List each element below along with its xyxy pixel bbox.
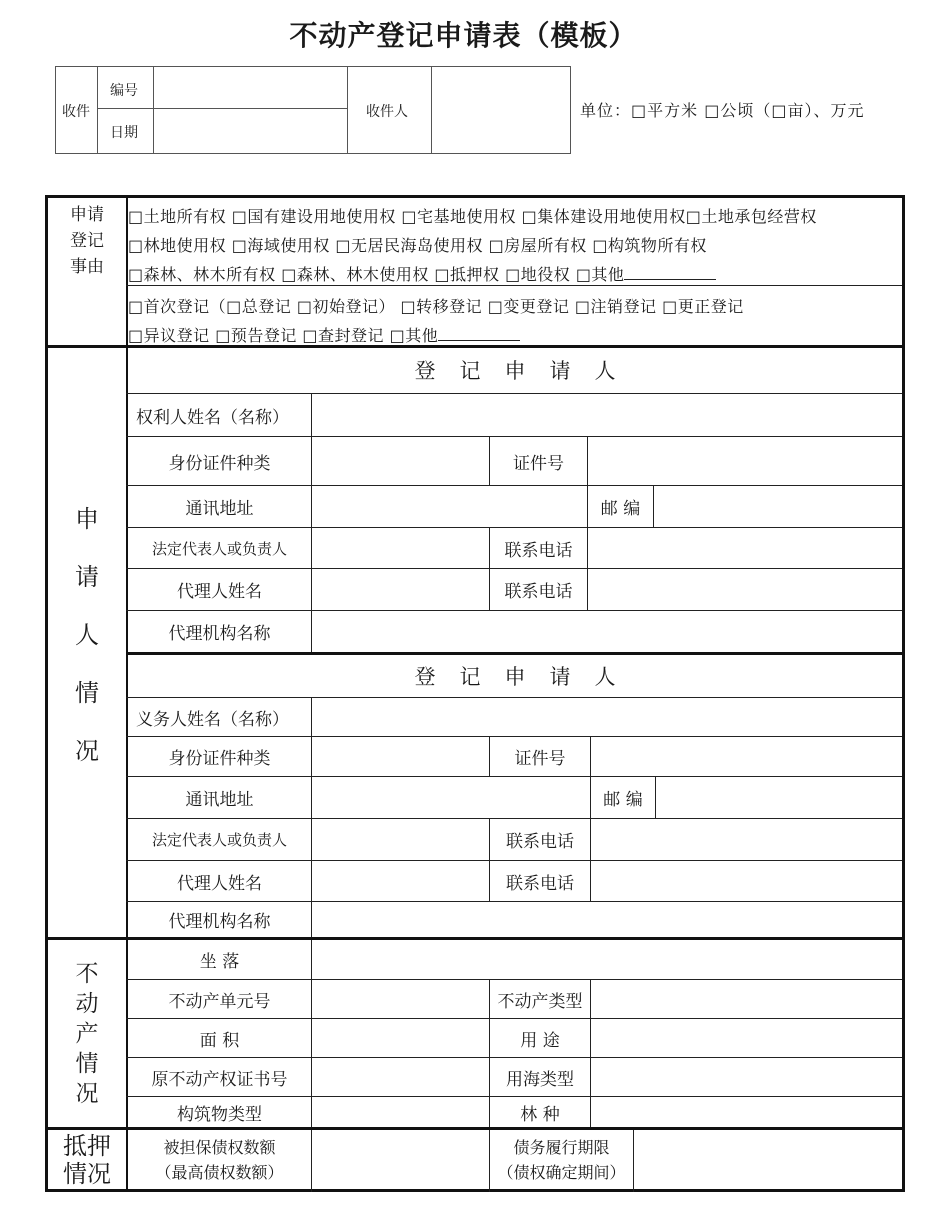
id-no-field-2[interactable] bbox=[591, 737, 902, 776]
id-no-label-1: 证件号 bbox=[513, 453, 564, 474]
rights-option-line-3[interactable]: □森林、林木所有权 □森林、林木使用权 □抵押权 □地役权 □其他 bbox=[128, 262, 716, 285]
agent-phone-field-1[interactable] bbox=[588, 569, 902, 610]
use-label: 用 途 bbox=[520, 1030, 560, 1051]
id-type-field-1[interactable] bbox=[312, 437, 489, 485]
orig-cert-field[interactable] bbox=[312, 1058, 489, 1096]
id-type-field-2[interactable] bbox=[312, 737, 489, 776]
obligee-name-field[interactable] bbox=[312, 394, 902, 436]
phone-field-2[interactable] bbox=[591, 819, 902, 860]
debt-term-label: 债务履行期限 （债权确定期间） bbox=[497, 1137, 626, 1182]
agency-field-1[interactable] bbox=[312, 611, 902, 652]
rights-option-line-2[interactable]: □林地使用权 □海域使用权 □无居民海岛使用权 □房屋所有权 □构筑物所有权 bbox=[128, 236, 707, 255]
obligor-name-label: 义务人姓名（名称） bbox=[136, 709, 289, 730]
secured-amount-label: 被担保债权数额 （最高债权数额） bbox=[155, 1137, 284, 1182]
receiver-label: 收件人 bbox=[366, 104, 408, 120]
agent-name-label-2: 代理人姓名 bbox=[177, 873, 262, 894]
type-option-line-2[interactable]: □异议登记 □预告登记 □查封登记 □其他 bbox=[128, 323, 520, 346]
forest-type-field[interactable] bbox=[591, 1097, 902, 1127]
legal-rep-label-2: 法定代表人或负责人 bbox=[151, 831, 287, 849]
type-option-line-1[interactable]: □首次登记（□总登记 □初始登记） □转移登记 □变更登记 □注销登记 □更正登记 bbox=[128, 297, 744, 316]
agency-field-2[interactable] bbox=[312, 902, 902, 937]
phone-label-2: 联系电话 bbox=[506, 832, 574, 852]
rights-option-line-1[interactable]: □土地所有权 □国有建设用地使用权 □宅基地使用权 □集体建设用地使用权□土地承包经营权 bbox=[128, 207, 817, 226]
structure-type-label: 构筑物类型 bbox=[177, 1104, 262, 1125]
use-field[interactable] bbox=[591, 1019, 902, 1057]
sea-use-field[interactable] bbox=[591, 1058, 902, 1096]
secured-amount-field[interactable] bbox=[312, 1130, 489, 1189]
structure-type-field[interactable] bbox=[312, 1097, 489, 1127]
receipt-number-field[interactable] bbox=[156, 68, 345, 106]
agent-phone-label-1: 联系电话 bbox=[504, 582, 573, 602]
applicant-section-label: 申 请 人 情 况 bbox=[75, 505, 99, 765]
agent-name-field-2[interactable] bbox=[312, 861, 489, 901]
obligor-name-field[interactable] bbox=[312, 698, 902, 736]
applicant-block2-header: 登记申请人 bbox=[414, 664, 640, 689]
type-other-blank[interactable] bbox=[438, 327, 520, 341]
agent-phone-label-2: 联系电话 bbox=[506, 873, 574, 894]
legal-rep-field-1[interactable] bbox=[312, 528, 489, 568]
obligee-name-label: 权利人姓名（名称） bbox=[136, 407, 289, 428]
agency-label-2: 代理机构名称 bbox=[168, 912, 271, 932]
unit-note: 单位：□平方米 □公顷（□亩）、万元 bbox=[580, 101, 865, 120]
address-field-1[interactable] bbox=[312, 486, 587, 527]
forest-type-label: 林 种 bbox=[520, 1104, 560, 1125]
postcode-field-2[interactable] bbox=[656, 777, 902, 818]
property-type-field[interactable] bbox=[591, 980, 902, 1018]
receipt-label: 收件 bbox=[62, 104, 90, 120]
postcode-label-2: 邮 编 bbox=[603, 790, 643, 810]
phone-field-1[interactable] bbox=[588, 528, 902, 568]
registration-matter-label: 申请 登记 事由 bbox=[70, 205, 104, 277]
receipt-date-field[interactable] bbox=[156, 110, 345, 152]
phone-label-1: 联系电话 bbox=[504, 540, 573, 561]
rights-other-blank[interactable] bbox=[624, 266, 716, 280]
orig-cert-label: 原不动产权证书号 bbox=[151, 1069, 288, 1090]
address-field-2[interactable] bbox=[312, 777, 590, 818]
id-type-label-2: 身份证件种类 bbox=[168, 749, 271, 769]
id-type-label-1: 身份证件种类 bbox=[168, 453, 271, 474]
unit-no-field[interactable] bbox=[312, 980, 489, 1018]
postcode-field-1[interactable] bbox=[654, 486, 902, 527]
legal-rep-label-1: 法定代表人或负责人 bbox=[151, 539, 287, 558]
applicant-block1-header: 登记申请人 bbox=[414, 359, 640, 383]
location-label: 坐 落 bbox=[199, 952, 240, 972]
agent-name-field-1[interactable] bbox=[312, 569, 489, 610]
location-field[interactable] bbox=[312, 940, 902, 979]
unit-no-label: 不动产单元号 bbox=[168, 991, 271, 1012]
id-no-label-2: 证件号 bbox=[514, 749, 566, 769]
area-label: 面 积 bbox=[199, 1030, 240, 1051]
sea-use-label: 用海类型 bbox=[506, 1069, 574, 1090]
id-no-field-1[interactable] bbox=[588, 437, 902, 485]
property-section-label: 不 动 产 情 况 bbox=[75, 960, 99, 1107]
postcode-label-1: 邮 编 bbox=[600, 499, 641, 519]
agent-name-label-1: 代理人姓名 bbox=[177, 582, 262, 602]
form-title: 不动产登记申请表（模板） bbox=[289, 19, 638, 52]
mortgage-section-label: 抵押 情况 bbox=[63, 1131, 111, 1188]
agency-label-1: 代理机构名称 bbox=[168, 624, 271, 644]
address-label-2: 通讯地址 bbox=[185, 790, 254, 810]
property-type-label: 不动产类型 bbox=[497, 991, 583, 1012]
address-label-1: 通讯地址 bbox=[185, 499, 254, 519]
debt-term-field[interactable] bbox=[634, 1130, 902, 1189]
area-field[interactable] bbox=[312, 1019, 489, 1057]
legal-rep-field-2[interactable] bbox=[312, 819, 489, 860]
receipt-number-label: 编号 bbox=[110, 83, 138, 99]
receiver-field[interactable] bbox=[433, 68, 569, 152]
receipt-date-label: 日期 bbox=[110, 125, 138, 141]
agent-phone-field-2[interactable] bbox=[591, 861, 902, 901]
